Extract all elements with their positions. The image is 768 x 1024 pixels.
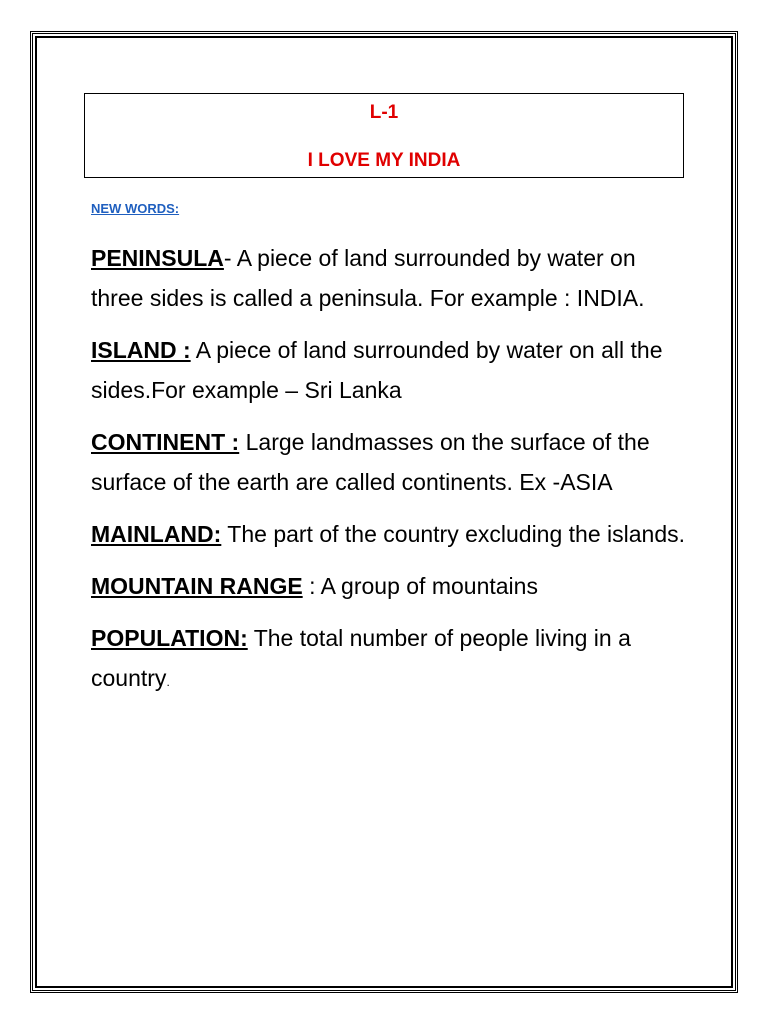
- definition-entry-mountain-range: [91, 566, 691, 606]
- definition-entry-mainland: [91, 514, 691, 554]
- trailing-period: .: [166, 675, 170, 689]
- definition-entry-peninsula: [91, 238, 691, 318]
- term: CONTINENT :: [91, 429, 240, 455]
- term: ISLAND :: [91, 337, 191, 363]
- title-box: [84, 93, 684, 178]
- term: MAINLAND:: [91, 521, 222, 547]
- term: MOUNTAIN RANGE: [91, 573, 303, 599]
- definition-text: The part of the country excluding the islands.: [227, 521, 686, 547]
- term-separator: -: [223, 245, 237, 271]
- lesson-title: I LOVE MY INDIA: [307, 150, 461, 171]
- definition-text: The total number of people living in a country: [91, 625, 631, 691]
- new-words-heading: NEW WORDS:: [91, 201, 180, 216]
- term: PENINSULA: [91, 245, 224, 271]
- definition-entry-continent: [91, 422, 691, 502]
- lesson-number: L-1: [369, 102, 399, 123]
- definition-text: A piece of land surrounded by water on three sides is called a peninsula. For example : INDIA.: [91, 245, 645, 311]
- definition-text: A piece of land surrounded by water on all the sides.For example – Sri Lanka: [91, 337, 663, 403]
- definition-entry-island: [91, 330, 691, 410]
- term: POPULATION:: [91, 625, 248, 651]
- definition-entry-population: [91, 618, 691, 702]
- definitions-list: [91, 238, 691, 714]
- definition-text: : A group of mountains: [309, 573, 538, 599]
- definition-text: Large landmasses on the surface of the surface of the earth are called continents. Ex -ASIA: [91, 429, 650, 495]
